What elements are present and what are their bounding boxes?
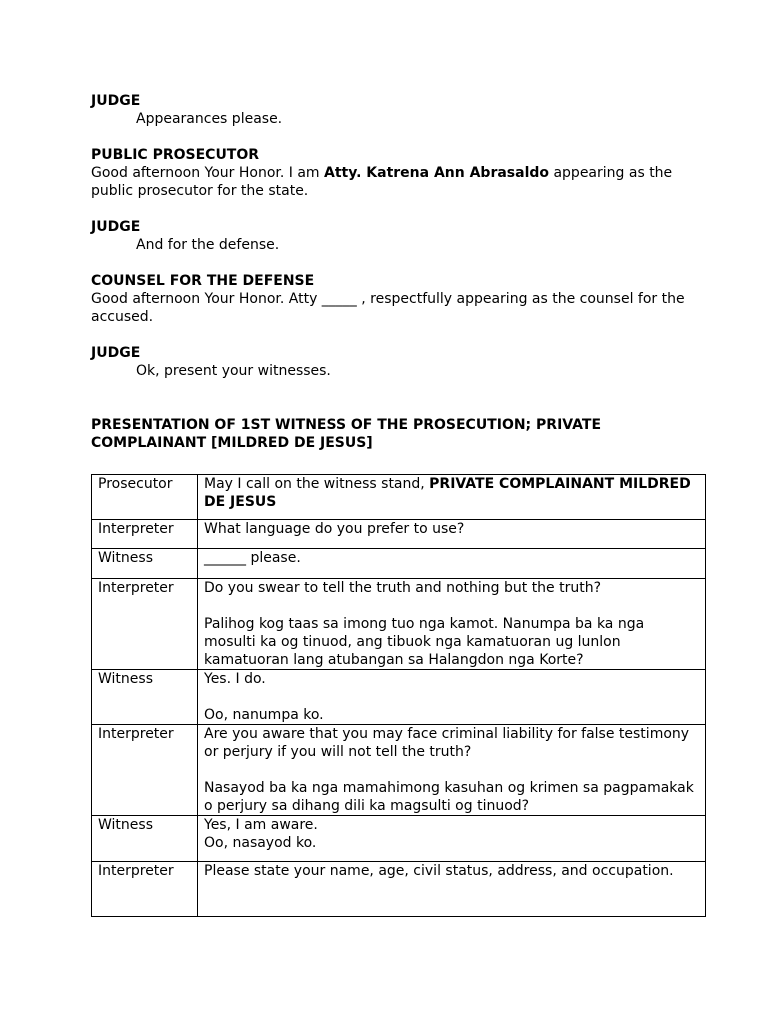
text-cell: [198, 520, 706, 549]
table-row: [92, 475, 706, 520]
role-cell: Witness: [92, 670, 198, 725]
judge-line: Appearances please.: [136, 111, 283, 127]
cell-text: ______ please.: [204, 550, 301, 566]
prosecutor-line: [91, 164, 706, 200]
text-cell: [198, 670, 706, 725]
text-cell: [198, 816, 706, 862]
table-row: [92, 862, 706, 917]
table-row: [92, 579, 706, 670]
prosecutor-line-pre: Good afternoon Your Honor. I am: [91, 165, 325, 181]
role-cell: Witness: [92, 816, 198, 862]
cell-text-cebuano: Oo, nasayod ko.: [204, 835, 317, 851]
role-cell: Witness: [92, 549, 198, 579]
cell-text: Yes. I do.: [204, 671, 266, 687]
witness-name: PRIVATE COMPLAINANT MILDRED DE JESUS: [204, 476, 691, 510]
cell-text-cebuano: Palihog kog taas sa imong tuo nga kamot. Nanumpa ba ka nga mosulti ka og tinuod, ang tibuok nga kamatuoran ug lunlon kamatuoran lang atubangan sa Halangdon nga Korte?: [204, 616, 645, 668]
cell-text: Are you aware that you may face criminal liability for false testimony or perjury if you will not tell the truth?: [204, 726, 690, 760]
transcript-page: [91, 92, 706, 452]
text-cell: [198, 549, 706, 579]
cell-text: Do you swear to tell the truth and nothing but the truth?: [204, 580, 602, 596]
judge-line: And for the defense.: [136, 237, 280, 253]
cell-text: May I call on the witness stand,: [204, 476, 430, 492]
speaker-defense-counsel: COUNSEL FOR THE DEFENSE: [91, 273, 315, 289]
defense-line: Good afternoon Your Honor. Atty _____ , respectfully appearing as the counsel for the accused.: [91, 291, 685, 325]
judge-line: Ok, present your witnesses.: [136, 363, 331, 379]
speaker-judge: JUDGE: [91, 219, 141, 235]
text-cell: [198, 862, 706, 917]
text-cell: [198, 579, 706, 670]
speaker-judge: JUDGE: [91, 93, 141, 109]
testimony-table: [91, 474, 706, 917]
role-cell: Prosecutor: [92, 475, 198, 520]
cell-text: What language do you prefer to use?: [204, 521, 465, 537]
speaker-judge: JUDGE: [91, 345, 141, 361]
cell-text: Please state your name, age, civil status, address, and occupation.: [204, 863, 674, 879]
text-cell: [198, 725, 706, 816]
table-row: [92, 520, 706, 549]
prosecutor-line-post: appearing as the public prosecutor for the state.: [91, 165, 673, 199]
cell-text-cebuano: Oo, nanumpa ko.: [204, 707, 324, 723]
role-cell: Interpreter: [92, 725, 198, 816]
role-cell: Interpreter: [92, 862, 198, 917]
cell-text: Yes, I am aware.: [204, 817, 318, 833]
cell-text-cebuano: Nasayod ba ka nga mamahimong kasuhan og krimen sa pagpamakak o perjury sa dihang dili ka magsulti og tinuod?: [204, 780, 694, 814]
table-row: [92, 725, 706, 816]
role-cell: Interpreter: [92, 520, 198, 549]
text-cell: [198, 475, 706, 520]
table-row: [92, 549, 706, 579]
table-row: [92, 816, 706, 862]
prosecutor-name: Atty. Katrena Ann Abrasaldo: [324, 165, 550, 181]
table-row: [92, 670, 706, 725]
speaker-public-prosecutor: PUBLIC PROSECUTOR: [91, 147, 260, 163]
section-title: PRESENTATION OF 1ST WITNESS OF THE PROSECUTION; PRIVATE COMPLAINANT [MILDRED DE JESUS]: [91, 417, 602, 451]
role-cell: Interpreter: [92, 579, 198, 670]
